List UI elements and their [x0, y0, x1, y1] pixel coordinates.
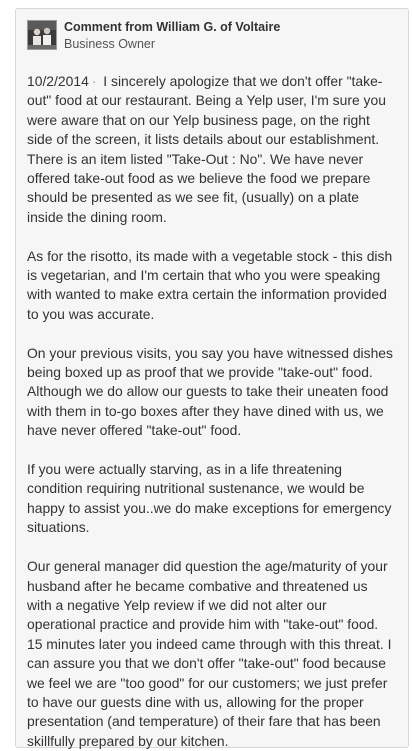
comment-body — [27, 72, 396, 751]
comment-header — [27, 19, 396, 59]
comment-date: 10/2/2014 — [27, 73, 89, 89]
comment-paragraph: As for the risotto, its made with a vegetable stock - this dish is vegetarian, and I'm certain that who you were speaking with wanted to make extra certain the information provided to you was accurate. — [27, 247, 393, 322]
comment-title: Comment from William G. of Voltaire — [64, 20, 281, 34]
paragraph-1-text: I sincerely apologize that we don't offer "take-out" food at our restaurant. Being a Yelp user, I'm sure you were aware that on our Yelp business page, on the right side of the screen, it lists details about our establishment. There is an item listed "Take-Out : No". We have never offered take-out food as we believe the food we prepare should be presented as we see fit, (usually) on a plate inside the dining room. — [27, 73, 386, 225]
comment-paragraph: Our general manager did question the age/maturity of your husband after he became combative and threatened us with a negative Yelp review if we did not alter our operational practice and provide him with "take-out" food. 15 minutes later you indeed came through with this threat. I can assure you that we don't offer "take-out" food because we feel we are "too good" for our customers; we just prefer to have our guests dine with us, allowing for the proper presentation (and temperature) of their fare that has been skillfully prepared by our kitchen. — [27, 558, 392, 749]
date-separator: · — [91, 73, 97, 89]
owner-avatar[interactable] — [27, 20, 57, 50]
comment-paragraph: On your previous visits, you say you have witnessed dishes being boxed up as proof that we provide "take-out" food. Although we do allow our guests to take their uneaten food with them in to-go boxes after they have dined with us, we have never offered "take-out" food. — [27, 344, 393, 439]
comment-paragraph — [27, 72, 396, 227]
owner-comment-card — [15, 8, 409, 748]
avatar-photo-icon — [28, 21, 56, 49]
author-role: Business Owner — [64, 37, 156, 51]
comment-paragraph: If you were actually starving, as in a life threatening condition requiring nutritional sustenance, we would be happy to assist you..we do make exceptions for emergency situations. — [27, 461, 392, 536]
comment-author — [64, 19, 280, 53]
